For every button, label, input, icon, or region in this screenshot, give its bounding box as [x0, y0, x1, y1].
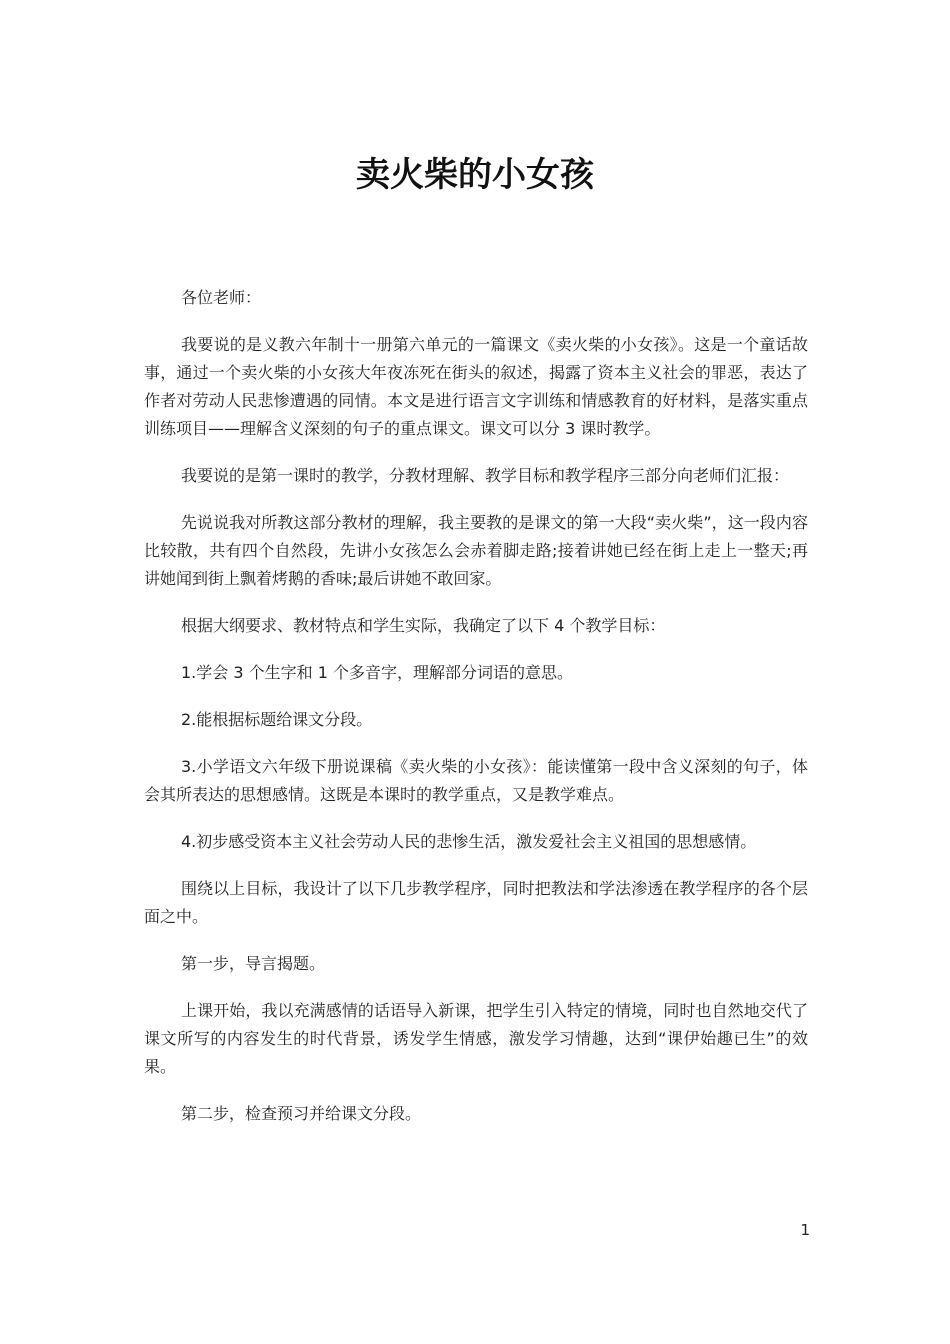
- page-number: 1: [800, 1221, 810, 1239]
- paragraph: 各位老师：: [181, 288, 262, 307]
- paragraph: 第一步，导言揭题。: [181, 954, 326, 973]
- paragraph: 1.学会 3 个生字和 1 个多音字，理解部分词语的意思。: [181, 663, 573, 682]
- paragraph: 先说说我对所教这部分教材的理解，我主要教的是课文的第一大段“卖火柴”，这一段内容比较散，共有四个自然段，先讲小女孩怎么会赤着脚走路;接着讲她已经在街上走上一整天;再讲她闻到街上飘着烤鹅的香味;最后讲她不敢回家。: [144, 513, 808, 588]
- paragraph: 我要说的是第一课时的教学，分教材理解、教学目标和教学程序三部分向老师们汇报：: [181, 466, 790, 485]
- paragraph: 围绕以上目标，我设计了以下几步教学程序，同时把教法和学法渗透在教学程序的各个层面之中。: [144, 879, 808, 926]
- paragraph: 第二步，检查预习并给课文分段。: [181, 1104, 422, 1123]
- paragraph: 3.小学语文六年级下册说课稿《卖火柴的小女孩》：能读懂第一段中含义深刻的句子，体会其所表达的思想感情。这既是本课时的教学重点，又是教学难点。: [144, 757, 808, 804]
- document-title: 卖火柴的小女孩: [356, 155, 594, 195]
- paragraph: 上课开始，我以充满感情的话语导入新课，把学生引入特定的情境，同时也自然地交代了课文所写的内容发生的时代背景，诱发学生情感，激发学习情趣，达到“课伊始趣已生”的效果。: [144, 1001, 808, 1076]
- document-body: [144, 284, 808, 1147]
- paragraph: 我要说的是义教六年制十一册第六单元的一篇课文《卖火柴的小女孩》。这是一个童话故事，通过一个卖火柴的小女孩大年夜冻死在街头的叙述，揭露了资本主义社会的罪恶，表达了作者对劳动人民悲惨遭遇的同情。本文是进行语言文字训练和情感教育的好材料，是落实重点训练项目——理解含义深刻的句子的重点课文。课文可以分 3 课时教学。: [144, 335, 808, 438]
- paragraph: 根据大纲要求、教材特点和学生实际，我确定了以下 4 个教学目标：: [181, 616, 666, 635]
- paragraph: 2.能根据标题给课文分段。: [181, 710, 373, 729]
- paragraph: 4.初步感受资本主义社会劳动人民的悲惨生活，激发爱社会主义祖国的思想感情。: [181, 832, 757, 851]
